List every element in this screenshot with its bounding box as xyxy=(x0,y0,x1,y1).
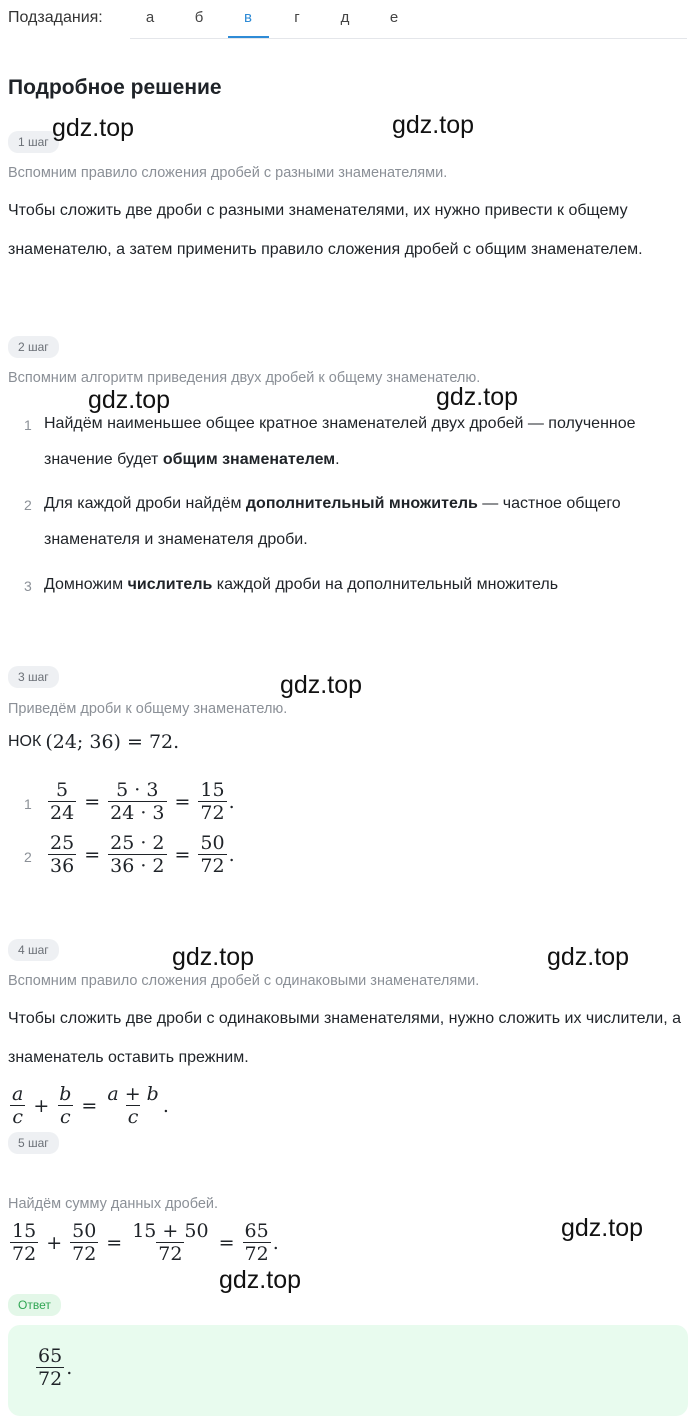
period: . xyxy=(66,1356,73,1379)
step-2-hint: Вспомним алгоритм приведения двух дробей к общему знаменателю. xyxy=(8,370,481,386)
fraction: $\frac{25 \cdot 2}{36 \cdot 2}$ xyxy=(110,832,165,877)
list-item-number: 3 xyxy=(24,578,32,594)
list-item-text: Для каждой дроби найдём xyxy=(44,495,246,512)
step-1-hint: Вспомним правило сложения дробей с разными знаменателями. xyxy=(8,165,448,181)
list-item-bold: числитель xyxy=(127,576,213,593)
tabs-divider xyxy=(130,38,687,39)
sum-formula xyxy=(8,1220,279,1265)
equals-sign: = xyxy=(84,843,101,866)
watermark: gdz.top xyxy=(172,943,255,971)
tab-v[interactable]: в xyxy=(244,9,252,26)
fraction: $\frac{65}{72}$ xyxy=(244,1220,269,1265)
list-item-bold: общим знаменателем xyxy=(162,451,336,468)
fraction: $\frac{15}{72}$ xyxy=(12,1220,37,1265)
period: . xyxy=(228,843,235,866)
watermark: gdz.top xyxy=(436,383,519,411)
answer-badge: Ответ xyxy=(8,1294,61,1316)
equals-sign: = xyxy=(84,790,101,813)
fraction: $\frac{25}{36}$ xyxy=(50,832,75,877)
equation-number: 2 xyxy=(24,849,32,865)
equation-2 xyxy=(46,832,235,877)
equals-sign: = xyxy=(174,790,191,813)
equation-number: 1 xyxy=(24,796,32,812)
fraction: $\frac{65}{72}$ xyxy=(38,1345,63,1390)
plus-sign: + xyxy=(33,1094,50,1117)
watermark: gdz.top xyxy=(561,1214,644,1242)
period: . xyxy=(162,1094,169,1117)
answer-value xyxy=(34,1345,72,1390)
fraction: $\frac{a}{c}$ xyxy=(12,1083,24,1128)
step-1-badge: 1 шаг xyxy=(8,131,59,153)
subtasks-label: Подзадания: xyxy=(8,9,103,26)
fraction: $\frac{b}{c}$ xyxy=(59,1083,72,1128)
fraction: $\frac{15}{72}$ xyxy=(200,779,225,824)
fraction: $\frac{5}{24}$ xyxy=(50,779,75,824)
plus-sign: + xyxy=(46,1231,63,1254)
watermark: gdz.top xyxy=(392,111,475,139)
list-item xyxy=(44,486,634,558)
lcm-line xyxy=(8,731,179,753)
solution-title: Подробное решение xyxy=(8,76,222,99)
list-item-number: 2 xyxy=(24,497,32,513)
lcm-prefix: НОК xyxy=(8,733,42,750)
period: . xyxy=(272,1231,279,1254)
addition-rule-formula xyxy=(8,1083,169,1128)
list-item xyxy=(44,406,644,478)
list-item-tail: — частное общего знаменателя и знаменателя дроби. xyxy=(44,495,621,548)
period: . xyxy=(228,790,235,813)
equals-sign: = xyxy=(218,1231,235,1254)
active-tab-indicator xyxy=(228,36,269,38)
answer-box xyxy=(8,1325,688,1416)
equals-sign: = xyxy=(106,1231,123,1254)
fraction: $\frac{50}{72}$ xyxy=(200,832,225,877)
fraction: $\frac{15 + 50}{72}$ xyxy=(132,1220,209,1265)
fraction: $\frac{50}{72}$ xyxy=(72,1220,97,1265)
tab-d[interactable]: д xyxy=(340,9,350,26)
step-2-badge: 2 шаг xyxy=(8,336,59,358)
watermark: gdz.top xyxy=(88,386,171,414)
step-4-hint: Вспомним правило сложения дробей с одинаковыми знаменателями. xyxy=(8,973,480,989)
list-item-text: Найдём наименьшее общее кратное знаменателей двух дробей — полученное значение будет xyxy=(44,415,636,468)
tab-g[interactable]: г xyxy=(294,9,300,26)
step-3-hint: Приведём дроби к общему знаменателю. xyxy=(8,701,288,717)
list-item-bold: дополнительный множитель xyxy=(245,495,478,512)
lcm-expression: (24; 36) = 72. xyxy=(45,731,180,753)
step-3-badge: 3 шаг xyxy=(8,666,59,688)
step-1-text: Чтобы сложить две дроби с разными знаменателями, их нужно привести к общему знаменателю, а затем применить правило сложения дробей с общим знаменателем. xyxy=(8,202,643,258)
tab-a[interactable]: а xyxy=(145,9,155,26)
watermark: gdz.top xyxy=(52,114,135,142)
list-item-text: Домножим xyxy=(44,576,128,593)
equation-1 xyxy=(46,779,235,824)
tab-b[interactable]: б xyxy=(194,9,204,26)
list-item-number: 1 xyxy=(24,417,32,433)
step-5-hint: Найдём сумму данных дробей. xyxy=(8,1196,219,1212)
watermark: gdz.top xyxy=(219,1266,302,1294)
fraction: $\frac{5 \cdot 3}{24 \cdot 3}$ xyxy=(110,779,165,824)
watermark: gdz.top xyxy=(547,943,630,971)
list-item-tail: каждой дроби на дополнительный множитель xyxy=(212,576,559,593)
step-4-badge: 4 шаг xyxy=(8,939,59,961)
list-item-tail: . xyxy=(335,451,340,468)
tab-e[interactable]: е xyxy=(389,9,399,26)
equals-sign: = xyxy=(174,843,191,866)
watermark: gdz.top xyxy=(280,671,363,699)
equals-sign: = xyxy=(81,1094,98,1117)
step-5-badge: 5 шаг xyxy=(8,1132,59,1154)
step-4-text: Чтобы сложить две дроби с одинаковыми знаменателями, нужно сложить их числители, а знаменатель оставить прежним. xyxy=(8,1010,682,1066)
fraction: $\frac{a + b}{c}$ xyxy=(107,1083,159,1128)
list-item xyxy=(44,567,644,603)
